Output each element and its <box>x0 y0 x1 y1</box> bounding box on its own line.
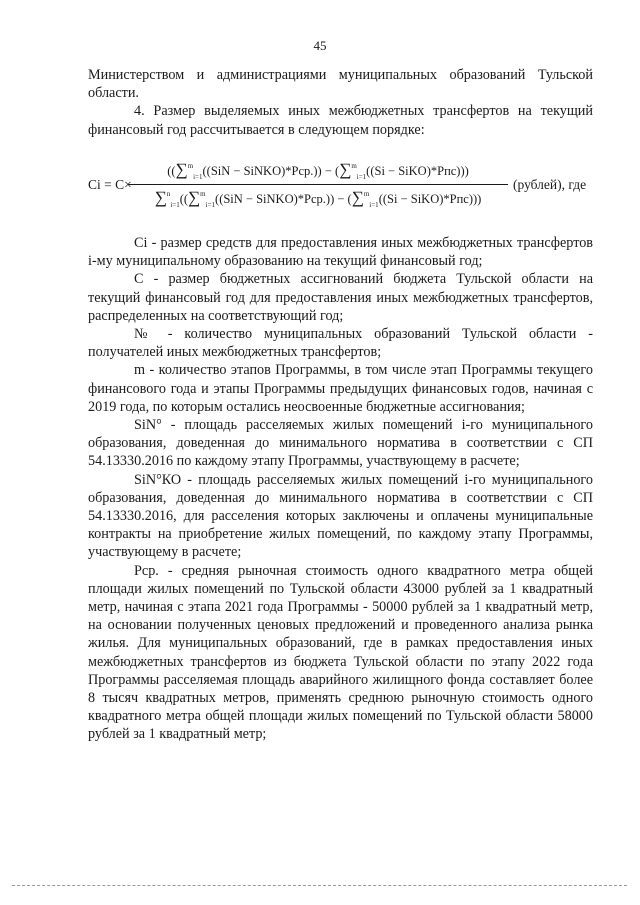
definitions-block <box>88 234 593 744</box>
fraction-bar <box>128 184 508 185</box>
definition-c: С - размер бюджетных ассигнований бюджета Тульской области на текущий финансовый год для предоставления иных межбюджетных трансфертов, распределенных на соответствующий год; <box>88 271 593 324</box>
definition-sinko: SiN°КО - площадь расселяемых жилых помещений i-го муниципального образования, доведенная до минимального норматива в соответствии с СП 54.13330.2016, для расселения которых заключены и оплачены муниципальные контракты на приобретение жилых помещений, по каждому этапу Программы, участвующему в расчете; <box>88 471 593 561</box>
formula-rhs: (рублей), где <box>513 177 587 192</box>
scan-edge-artifact <box>12 885 627 886</box>
formula-numerator: ((∑$^m_{i=1}$((SiN − SiNKO)*Pcp.)) − (∑$^m_{i=1}$((Si − SiKO)*Pпс))) <box>167 160 469 181</box>
paragraph-4: 4. Размер выделяемых иных межбюджетных трансфертов на текущий финансовый год рассчитывается в следующем порядке: <box>88 103 593 138</box>
allocation-formula <box>88 160 608 216</box>
definition-ci: Ci - размер средств для предоставления иных межбюджетных трансфертов i-му муниципальному образованию на текущий финансовый год; <box>88 235 593 270</box>
intro-block <box>88 66 593 139</box>
formula-denominator: ∑$^n_{i=1}$((∑$^m_{i=1}$((SiN − SiNKO)*Pcp.)) − (∑$^m_{i=1}$((Si − SiKO)*Pпс))) <box>154 188 482 209</box>
intro-continuation: Министерством и администрациями муниципальных образований Тульской области. <box>88 67 593 102</box>
definition-pcp: Pcp. - средняя рыночная стоимость одного квадратного метра общей площади жилых помещений по Тульской области 43000 рублей за 1 квадратный метр, начиная с этапа 2021 года Программы - 50000 рублей за 1 квадратный метр, на основании полученных ценовых предложений и проведенного анализа рынка жилья. Для муниципальных образований, где в рамках предоставления иных межбюджетных трансфертов из бюджета Тульской области по этапу 2022 года Программы расселяемая площадь аварийного жилищного фонда составляет более 8 тысяч квадратных метров, применять среднюю рыночную стоимость одного квадратного метра общей площади жилых помещений по Тульской области 58000 рублей за 1 квадратный метр; <box>88 562 593 743</box>
page-number: 45 <box>313 38 327 53</box>
definition-sin: SiN° - площадь расселяемых жилых помещений i-го муниципального образования, доведенная до минимального норматива в соответствии с СП 54.13330.2016 по каждому этапу Программы, участвующему в расчете; <box>88 417 593 470</box>
definition-n: № - количество муниципальных образований Тульской области - получателей иных межбюджетных трансфертов; <box>88 326 593 361</box>
definition-m: m - количество этапов Программы, в том числе этап Программы текущего финансового года и этапы Программы предыдущих финансовых годов, начиная с 2019 года, по которым остались неосвоенные бюджетные ассигнования; <box>88 362 593 415</box>
formula-lhs: Ci = C× <box>88 177 132 192</box>
